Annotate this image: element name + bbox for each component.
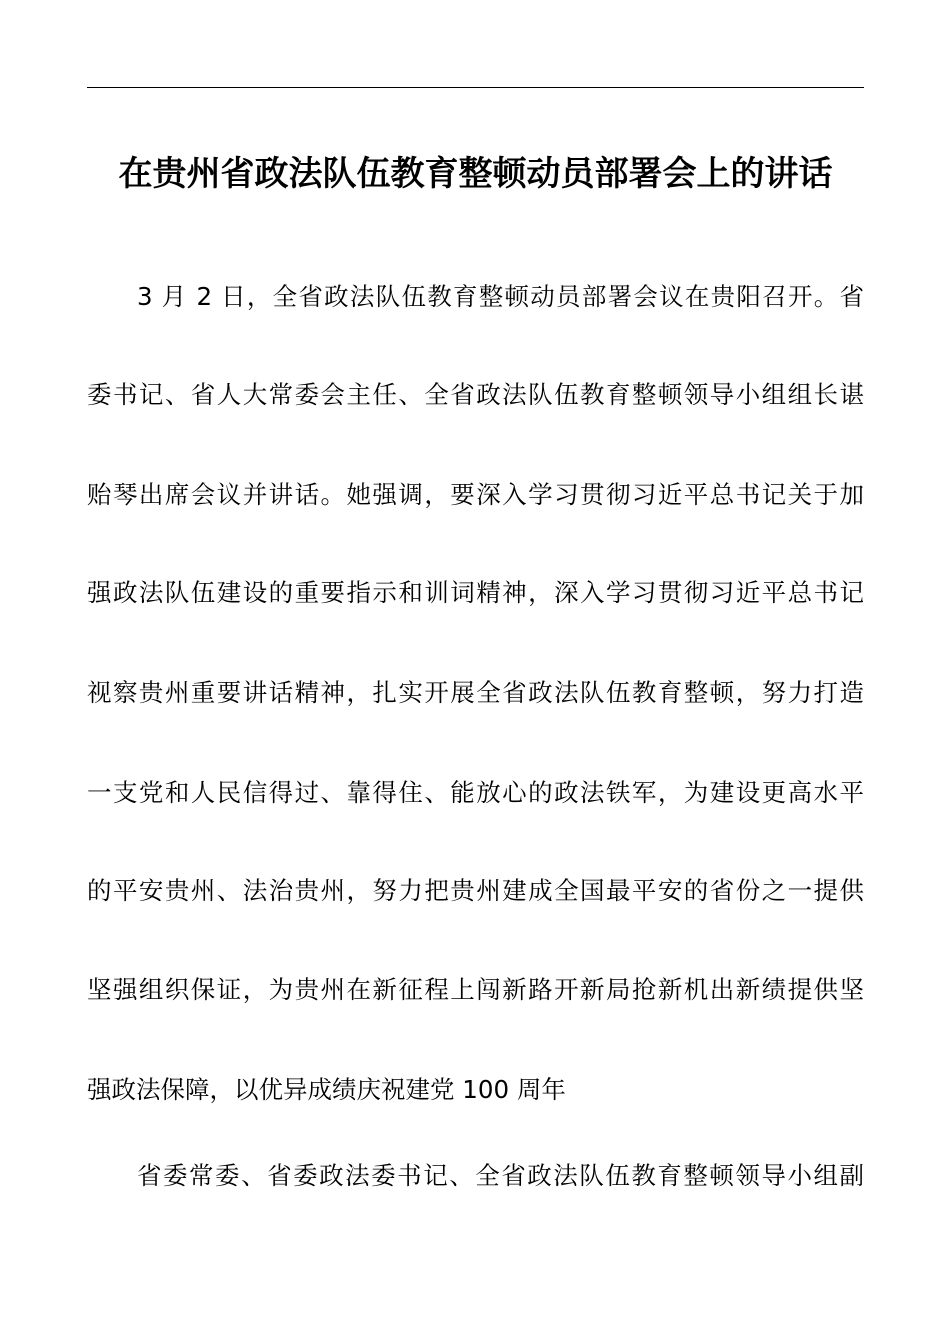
document-title: 在贵州省政法队伍教育整顿动员部署会上的讲话 xyxy=(118,154,833,194)
paragraph-line: 坚强组织保证，为贵州在新征程上闯新路开新局抢新机出新绩提供坚 xyxy=(87,975,864,1004)
paragraph-line: 强政法保障，以优异成绩庆祝建党 100 周年 xyxy=(87,1075,566,1104)
paragraph-line: 省委常委、省委政法委书记、全省政法队伍教育整顿领导小组副 xyxy=(137,1161,864,1190)
paragraph-line: 一支党和人民信得过、靠得住、能放心的政法铁军，为建设更高水平 xyxy=(87,778,864,807)
paragraph-line: 视察贵州重要讲话精神，扎实开展全省政法队伍教育整顿，努力打造 xyxy=(87,678,864,707)
header-rule xyxy=(87,87,864,88)
paragraph-line: 的平安贵州、法治贵州，努力把贵州建成全国最平安的省份之一提供 xyxy=(87,876,864,905)
paragraph-line: 贻琴出席会议并讲话。她强调，要深入学习贯彻习近平总书记关于加 xyxy=(87,480,864,509)
paragraph-line: 3 月 2 日，全省政法队伍教育整顿动员部署会议在贵阳召开。省 xyxy=(137,282,864,311)
paragraph-line: 强政法队伍建设的重要指示和训词精神，深入学习贯彻习近平总书记 xyxy=(87,578,864,607)
paragraph-line: 委书记、省人大常委会主任、全省政法队伍教育整顿领导小组组长谌 xyxy=(87,380,864,409)
